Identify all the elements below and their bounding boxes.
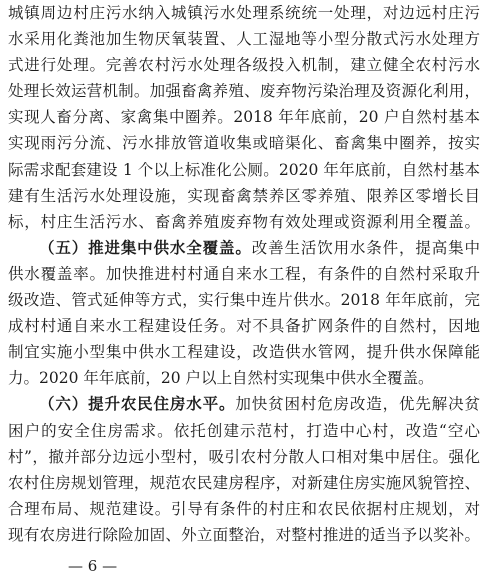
section-heading-five: （五）推进集中供水全覆盖。 [39, 237, 252, 257]
text-line: 农村住房规划管理，规范农民建房程序，对新建住房实施风貌管控、 [8, 473, 480, 492]
page-number: — 6 — [68, 557, 118, 575]
text-segment: 加快贫困村危房改造，优先解决贫 [235, 395, 480, 414]
text-line: 村”，撤并部分边远小型村，吸引农村分散人口相对集中居住。强化 [8, 447, 480, 466]
section-heading-six: （六）提升农民住房水平。 [39, 394, 236, 414]
text-line: 建有生活污水处理设施，实现畜禽禁养区零养殖、限养区零增长目 [8, 186, 480, 205]
text-line: 合理布局、规范建设。引导有条件的村庄和农民依据村庄规划，对 [8, 499, 480, 518]
text-segment: 改善生活饮用水条件，提高集中 [251, 238, 480, 257]
text-line: 级改造、管式延伸等方式，实行集中连片供水。2018 年年底前，完 [8, 291, 480, 310]
text-line [8, 391, 480, 417]
text-line: 制宜实施小型集中供水工程建设，改造供水管网，提升供水保障能 [8, 343, 480, 362]
text-line: 供水覆盖率。加快推进村村通自来水工程，有条件的自然村采取升 [8, 264, 480, 283]
text-line: 水采用化粪池加生物厌氧装置、人工湿地等小型分散式污水处理方 [8, 30, 480, 49]
text-line [8, 235, 480, 261]
text-line: 处理长效运营机制。加强畜禽养殖、废弃物污染治理及资源化利用， [8, 82, 480, 101]
text-line: 实现雨污分流、污水排放管道收集或暗渠化、畜禽集中圈养，按实 [8, 134, 480, 153]
text-line: 成村村通自来水工程建设任务。对不具备扩网条件的自然村，因地 [8, 317, 480, 336]
document-body [8, 0, 480, 548]
text-line: 标，村庄生活污水、畜禽养殖废弃物有效处理或资源利用全覆盖。 [8, 212, 480, 231]
text-line: 力。2020 年年底前，20 户以上自然村实现集中供水全覆盖。 [8, 369, 434, 388]
text-line: 实现人畜分离、家禽集中圈养。2018 年年底前，20 户自然村基本 [8, 108, 480, 127]
text-line: 现有农房进行除险加固、外立面整治，对整村推进的适当予以奖补。 [8, 525, 480, 544]
text-line: 困户的安全住房需求。依托创建示范村，打造中心村，改造“空心 [8, 421, 480, 440]
text-line: 际需求配套建设 1 个以上标准化公厕。2020 年年底前，自然村基本 [8, 160, 480, 179]
text-line: 式进行处理。完善农村污水处理各级投入机制，建立健全农村污水 [8, 56, 480, 75]
text-line: 城镇周边村庄污水纳入城镇污水处理系统统一处理，对边远村庄污 [8, 4, 480, 22]
